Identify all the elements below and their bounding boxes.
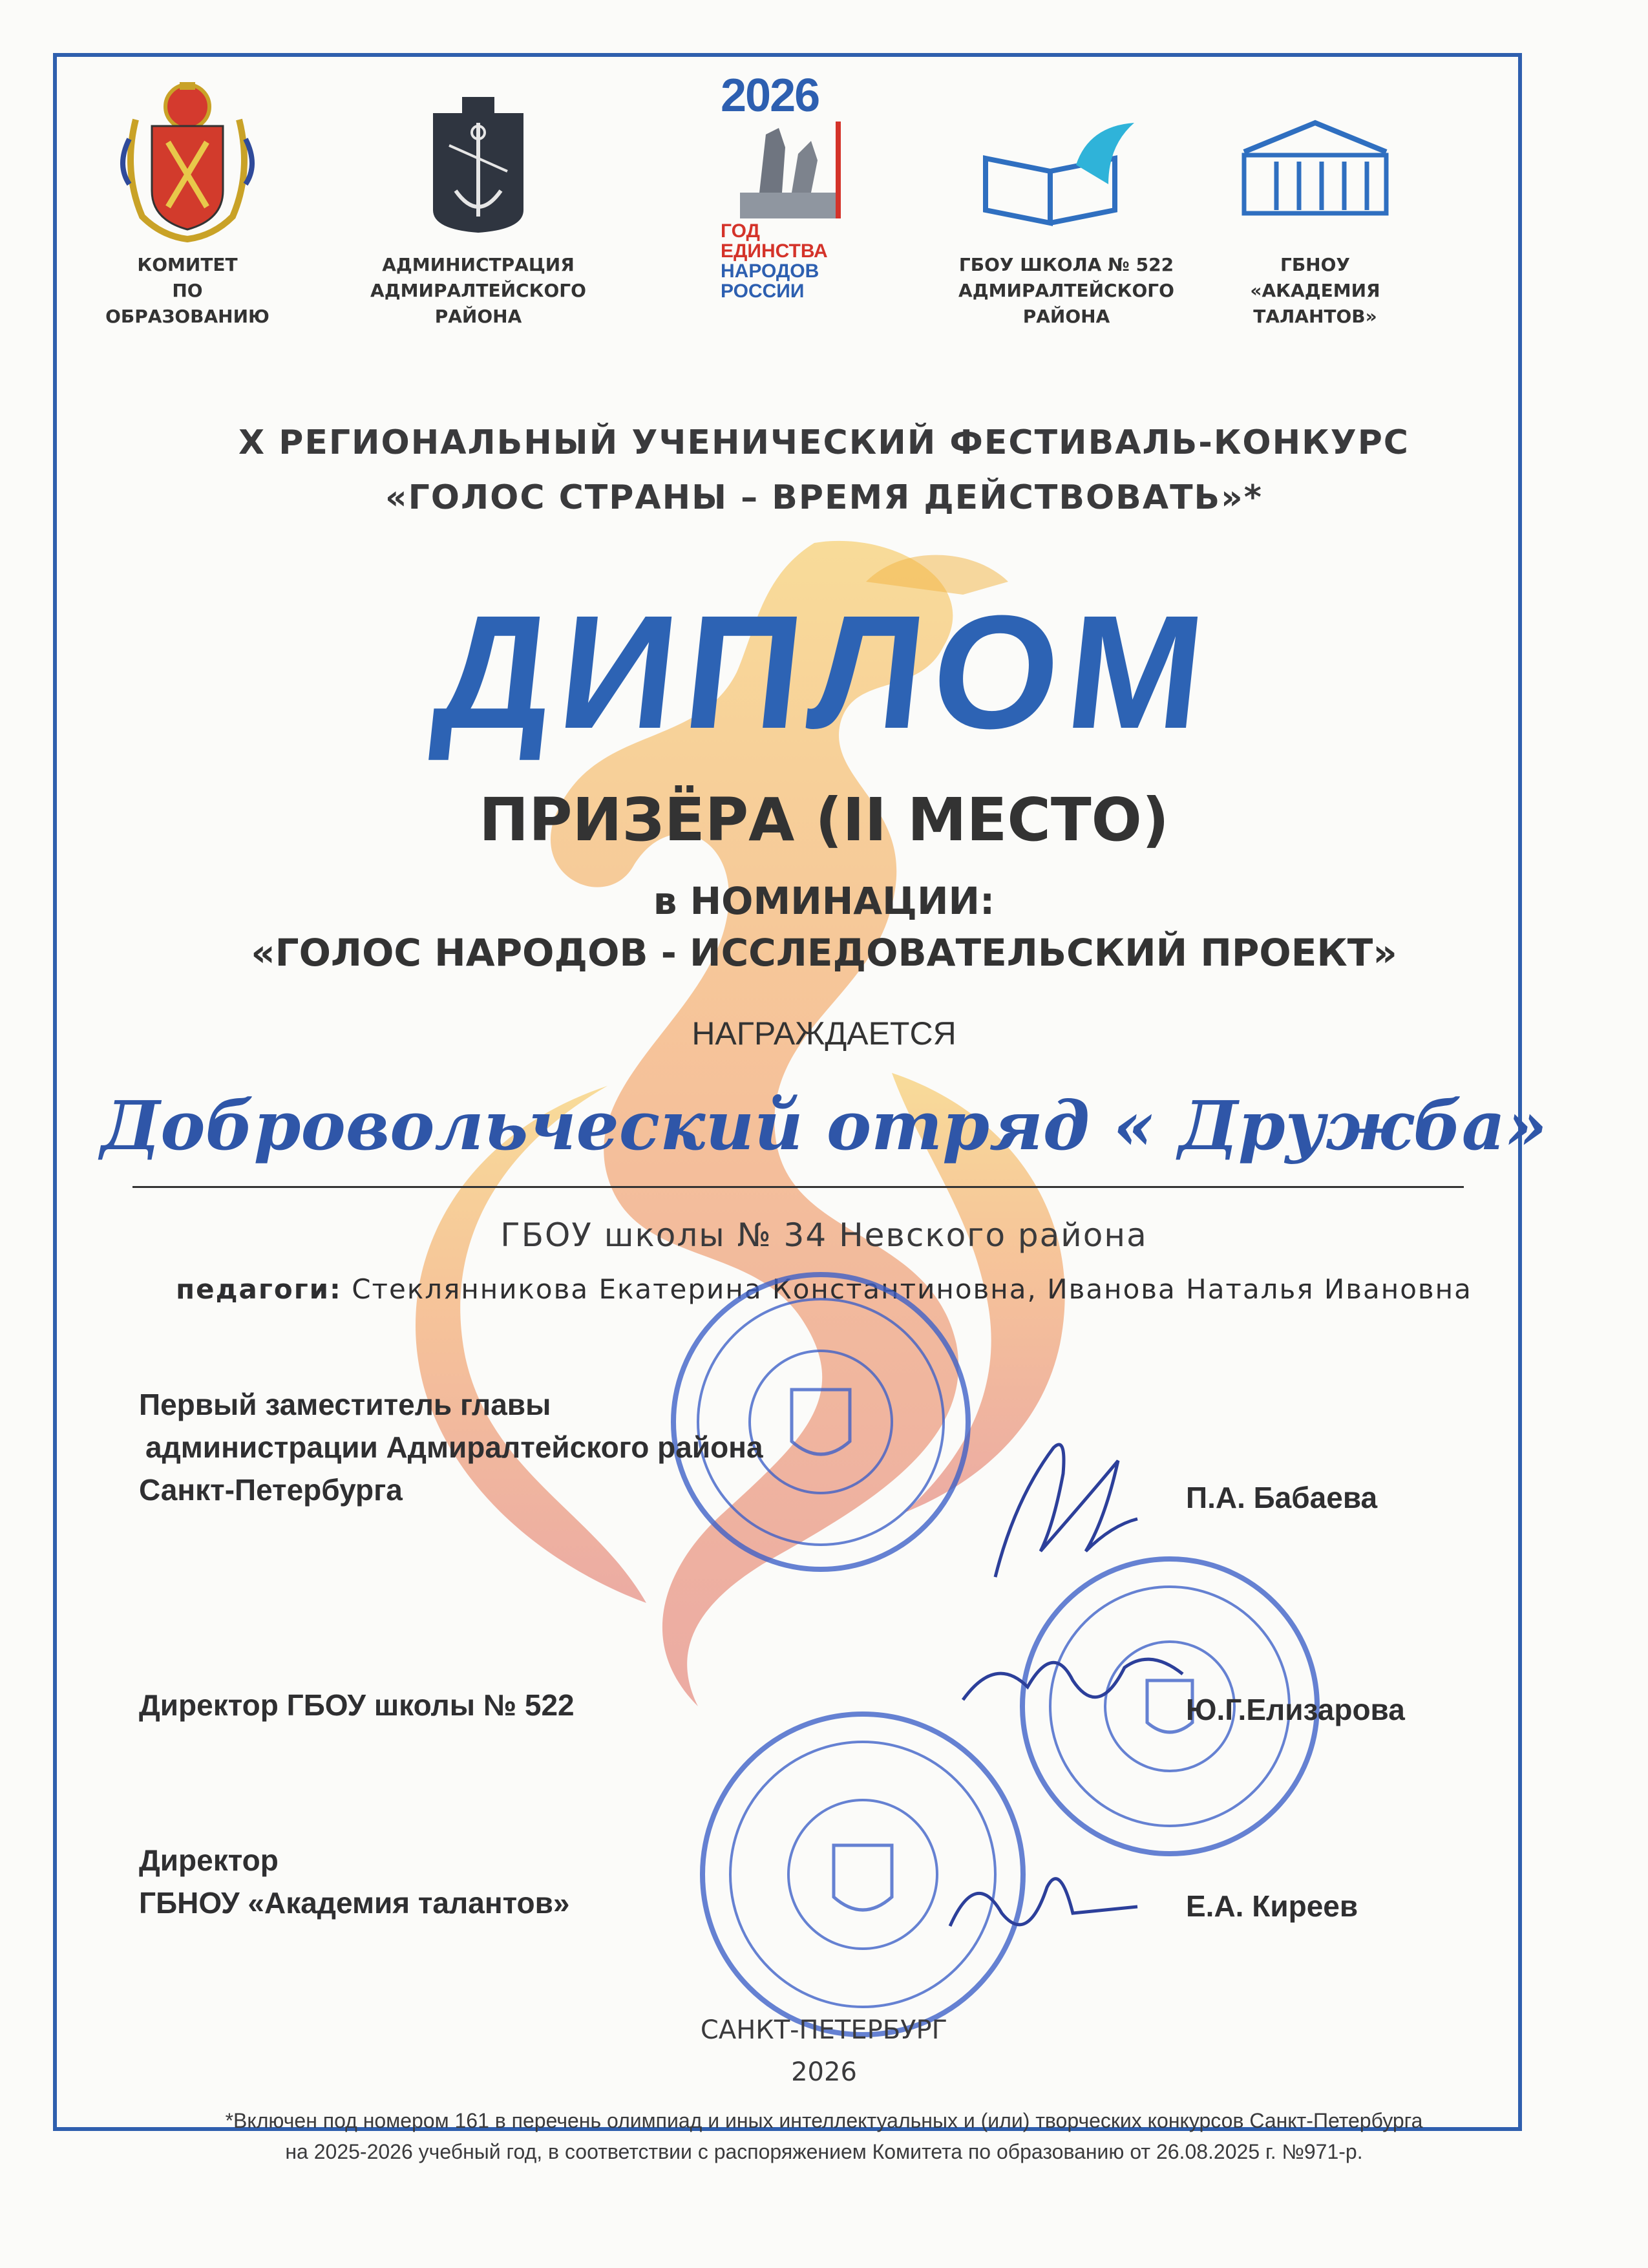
spb-coat-of-arms-icon [116,81,259,242]
awarded-label: НАГРАЖДАЕТСЯ [692,1015,956,1052]
signatory-3-name: Е.А. Киреев [1186,1889,1358,1923]
nomination-title: «ГОЛОС НАРОДОВ - ИССЛЕДОВАТЕЛЬСКИЙ ПРОЕКТ» [251,931,1397,975]
signature-elizarova [956,1629,1189,1732]
place-year: 2026 [791,2057,857,2087]
signatory-2-name: Ю.Г.Елизарова [1186,1693,1405,1726]
teachers-names: Стеклянникова Екатерина Константиновна, Иванова Наталья Ивановна [352,1273,1472,1305]
school-name: ГБОУ школы № 34 Невского района [500,1216,1148,1254]
nomination-label: в НОМИНАЦИИ: [653,879,995,923]
recipient-underline [132,1186,1464,1188]
signatory-1-title: Первый заместитель главы администрации Адмиралтейского района Санкт-Петербурга [139,1388,763,1507]
logo-caption-admin: АДМИНИСТРАЦИЯ АДМИРАЛТЕЙСКОГО РАЙОНА [370,254,586,327]
logo-caption-komitet: КОМИТЕТ ПО ОБРАЗОВАНИЮ [105,254,269,327]
place-city: САНКТ-ПЕТЕРБУРГ [700,2015,948,2045]
signature-kireev [937,1849,1144,1952]
diploma-place: ПРИЗЁРА (II МЕСТО) [479,785,1169,854]
footnote-line-2: на 2025-2026 учебный год, в соответствии с распоряжением Комитета по образованию от 26.08.2025 г. №971-р. [285,2140,1363,2163]
footnote-line-1: *Включен под номером 161 в перечень олимпиад и иных интеллектуальных и (или) творческих конкурсов Санкт-Петербурга [225,2109,1423,2132]
logo-caption-academy: ГБНОУ «АКАДЕМИЯ ТАЛАНТОВ» [1250,254,1380,327]
logo-caption-school522: ГБОУ ШКОЛА № 522 АДМИРАЛТЕЙСКОГО РАЙОНА [958,254,1174,327]
signatory-1-name: П.А. Бабаева [1186,1481,1378,1514]
festival-line-2: «ГОЛОС СТРАНЫ – ВРЕМЯ ДЕЙСТВОВАТЬ»* [385,478,1263,517]
monument-icon [721,122,850,218]
admiralty-shield-icon [430,94,527,236]
year-2026-logo [721,70,850,328]
year-2026-caption: ГОД ЕДИНСТВА НАРОДОВ РОССИИ [721,220,828,302]
signatory-2-title: Директор ГБОУ школы № 522 [139,1688,575,1722]
academy-building-icon [1231,120,1399,223]
signature-babaeva [956,1422,1150,1590]
year-2026-number: 2026 [721,70,819,122]
diploma-title: ДИПЛОМ [427,582,1221,762]
teachers-label: педагоги: [176,1273,342,1305]
signatory-3-title: Директор ГБНОУ «Академия талантов» [139,1843,570,1920]
open-book-icon [979,120,1147,229]
recipient-name: Добровольческий отряд « Дружба» [100,1086,1548,1165]
festival-line-1: X РЕГИОНАЛЬНЫЙ УЧЕНИЧЕСКИЙ ФЕСТИВАЛЬ-КОНКУРС [238,423,1410,462]
